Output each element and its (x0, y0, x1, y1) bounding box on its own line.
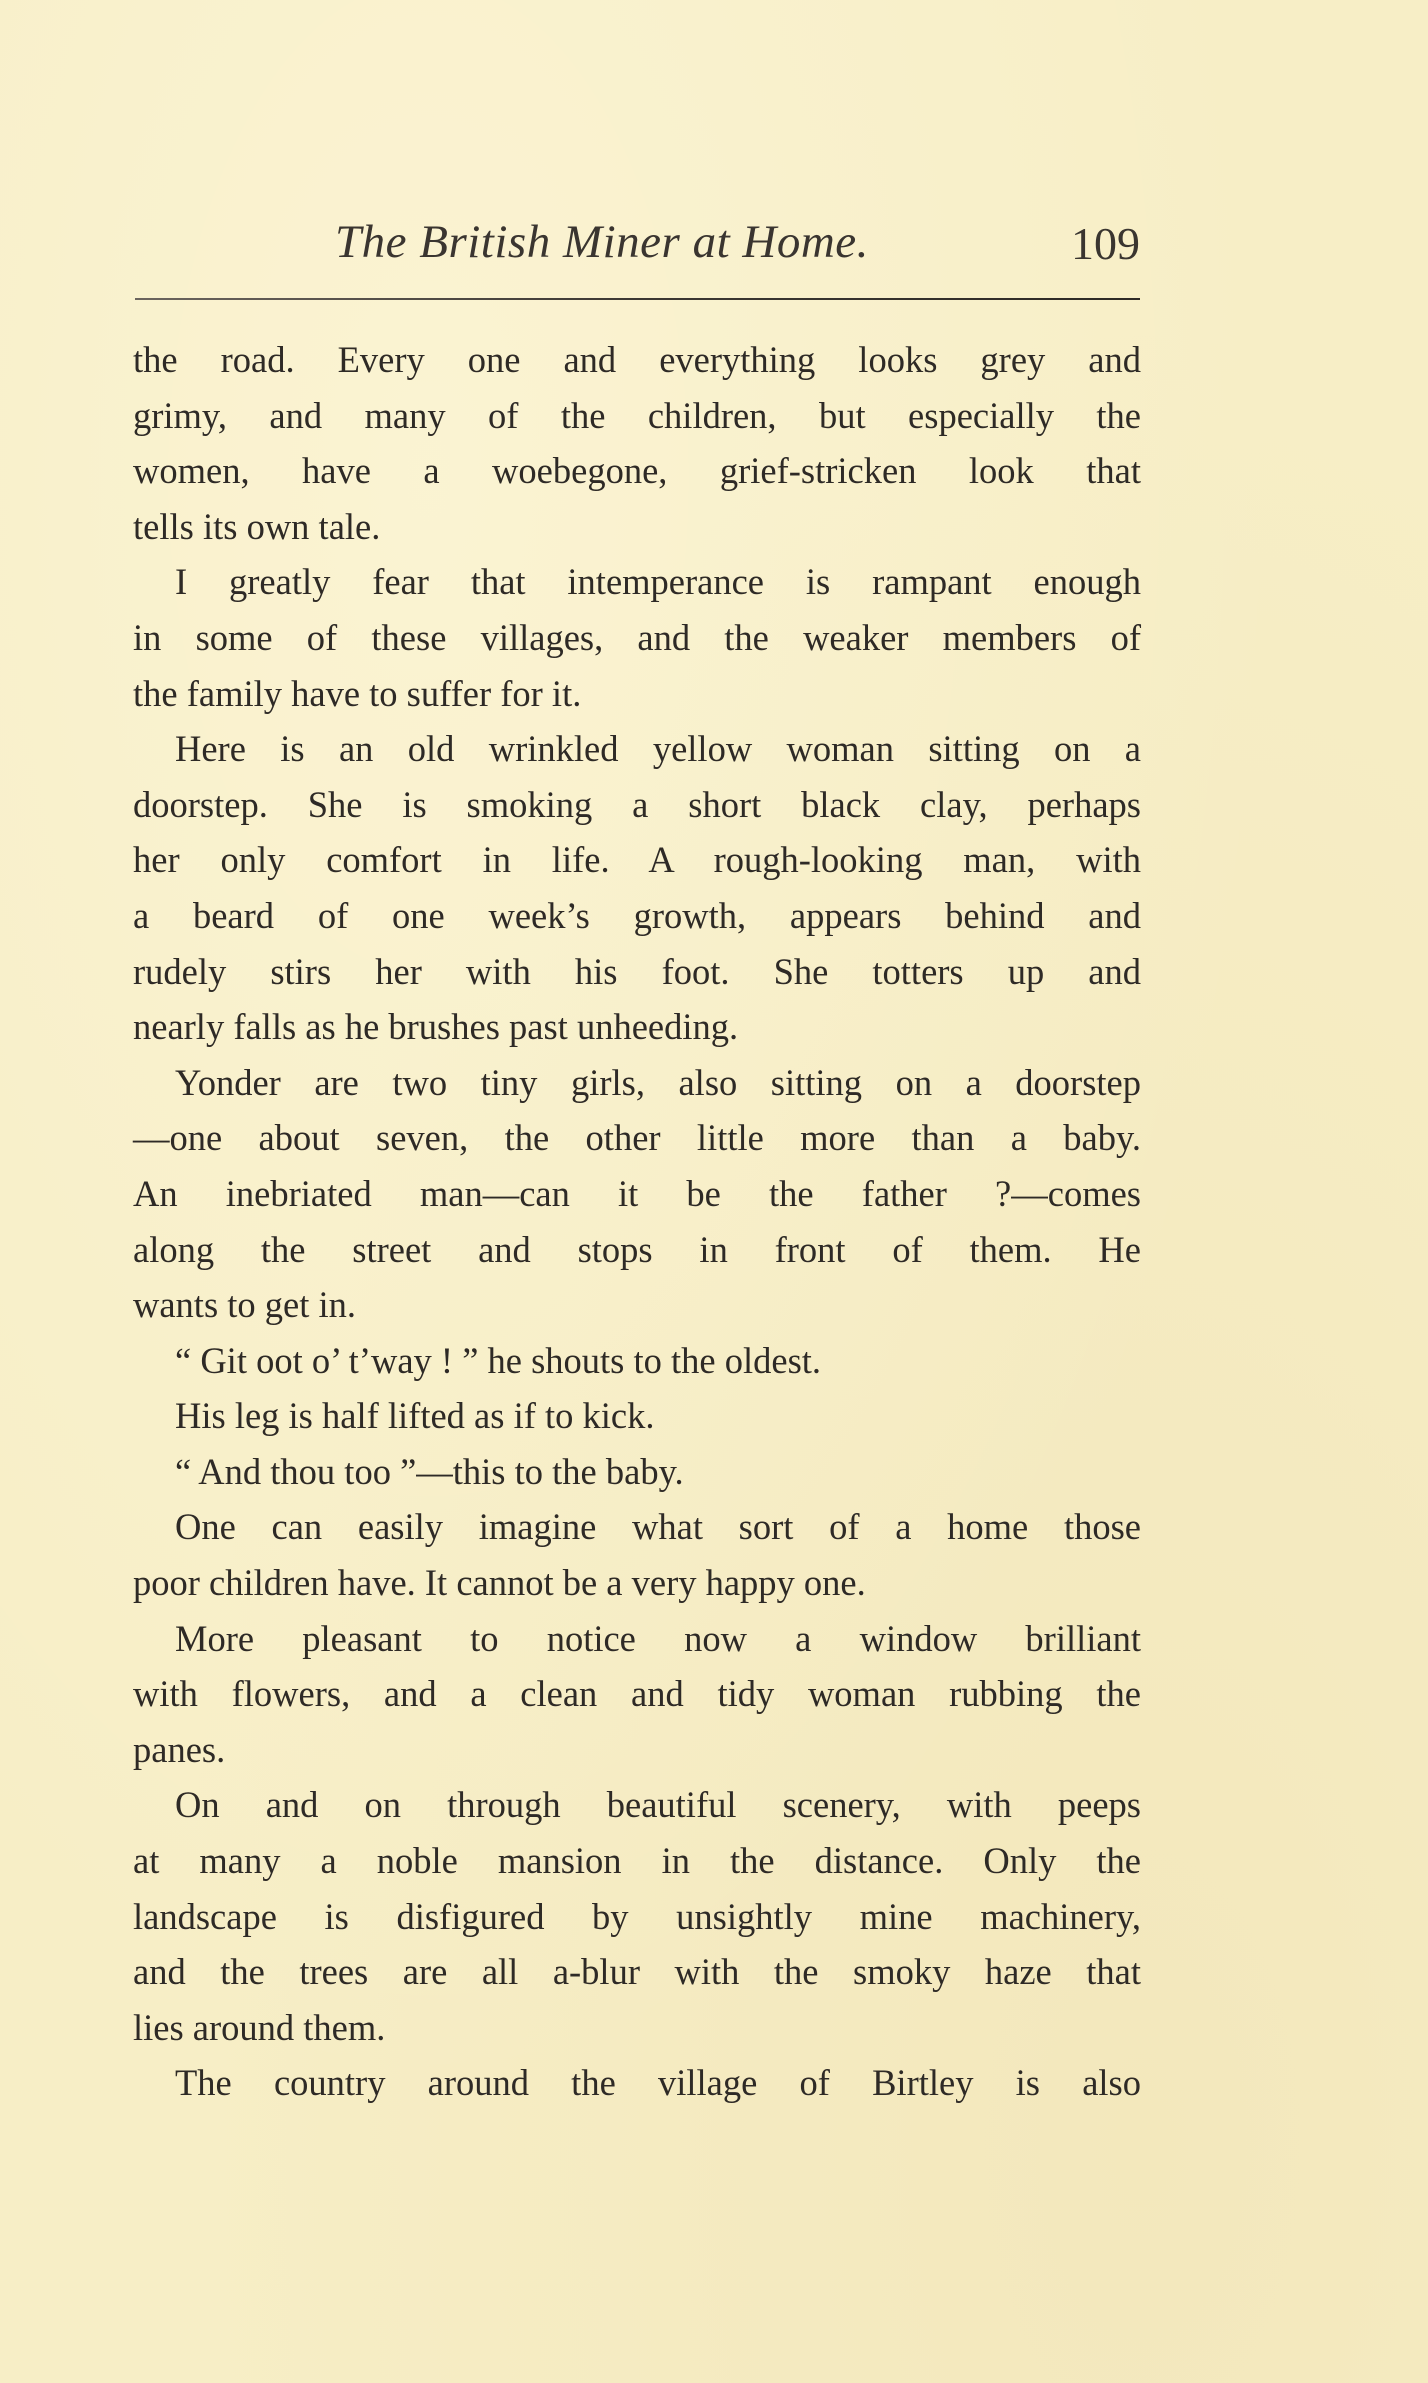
text-line: her only comfort in life. A rough-looking man, with (133, 839, 1141, 881)
running-head (135, 215, 1140, 275)
text-line: poor children have. It cannot be a very happy one. (133, 1562, 866, 1604)
text-line: the road. Every one and everything looks grey and (133, 339, 1141, 380)
text-line: On and on through beautiful scenery, with peeps (175, 1784, 1141, 1826)
text-line: a beard of one week’s growth, appears behind and (133, 894, 1141, 936)
text-line: rudely stirs her with his foot. She totters up and (133, 950, 1141, 992)
text-line: wants to get in. (133, 1284, 357, 1326)
header-rule (135, 298, 1140, 300)
text-line: along the street and stops in front of them. He (133, 1228, 1141, 1270)
text-line: and the trees are all a-blur with the smoky haze that (133, 1951, 1141, 1993)
text-line: More pleasant to notice now a window brilliant (175, 1617, 1141, 1659)
text-line: with flowers, and a clean and tidy woman rubbing the (133, 1673, 1141, 1715)
running-title: The British Miner at Home. (335, 216, 869, 268)
text-line: tells its own tale. (133, 505, 381, 547)
text-line: doorstep. She is smoking a short black clay, perhaps (133, 783, 1141, 825)
text-line: One can easily imagine what sort of a home those (175, 1506, 1141, 1548)
text-line: His leg is half lifted as if to kick. (175, 1395, 655, 1437)
text-line: landscape is disfigured by unsightly mine machinery, (133, 1895, 1141, 1937)
text-line: grimy, and many of the children, but especially the (133, 394, 1141, 436)
text-line: An inebriated man—can it be the father ?—comes (133, 1172, 1141, 1214)
text-line: Here is an old wrinkled yellow woman sitting on a (175, 728, 1141, 770)
text-line: The country around the village of Birtley is also (175, 2062, 1141, 2104)
text-line: “ And thou too ”—this to the baby. (175, 1450, 684, 1492)
text-line: —one about seven, the other little more than a baby. (133, 1117, 1141, 1159)
text-line: nearly falls as he brushes past unheeding. (133, 1006, 739, 1048)
text-line: in some of these villages, and the weaker members of (133, 616, 1141, 658)
page-number: 109 (1071, 218, 1140, 269)
text-line: at many a noble mansion in the distance. Only the (133, 1840, 1141, 1882)
text-line: women, have a woebegone, grief-stricken look that (133, 450, 1141, 492)
text-line: the family have to suffer for it. (133, 672, 582, 714)
text-line: “ Git oot o’ t’way ! ” he shouts to the oldest. (175, 1339, 822, 1381)
text-line: Yonder are two tiny girls, also sitting on a doorstep (175, 1061, 1141, 1103)
text-line: I greatly fear that intemperance is rampant enough (175, 561, 1141, 603)
text-line: lies around them. (133, 2006, 386, 2048)
text-line: panes. (133, 1728, 226, 1770)
body-text (133, 332, 1141, 2111)
